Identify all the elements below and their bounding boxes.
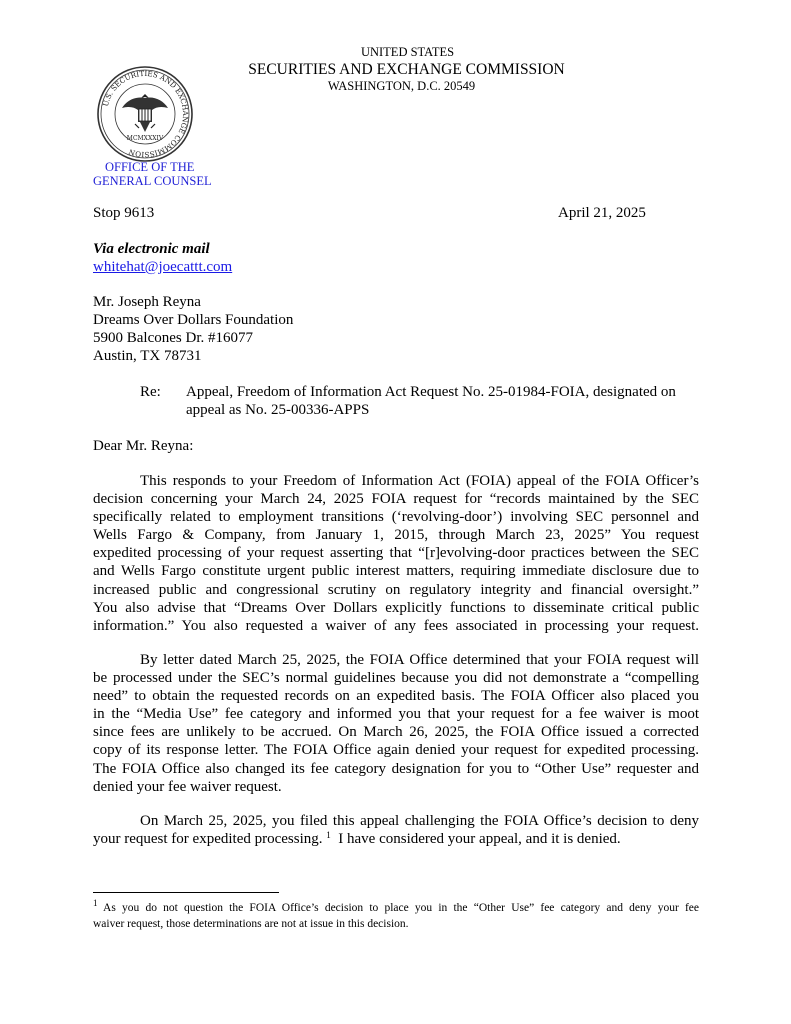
recipient-address — [93, 293, 293, 365]
body-paragraph-1 — [93, 472, 699, 635]
delivery-method: Via electronic mail — [93, 241, 210, 257]
paragraph-line: On March 25, 2025, you filed this appeal challenging the FOIA Office’s decision to deny — [140, 813, 699, 829]
footnote-divider — [93, 892, 279, 893]
seal-year: MCMXXXIV — [126, 135, 164, 142]
paragraph-line: You also advise that “Dreams Over Dollars explicitly functions to disseminate critical public — [93, 599, 699, 616]
office-name-line1: OFFICE OF THE — [105, 160, 195, 174]
office-name-line2: GENERAL COUNSEL — [93, 174, 212, 188]
letter-date: April 21, 2025 — [558, 205, 646, 221]
agency-name: SECURITIES AND EXCHANGE COMMISSION — [248, 61, 565, 78]
body-paragraph-2 — [93, 651, 699, 796]
letterhead-line1: UNITED STATES — [360, 45, 455, 59]
footnote — [93, 900, 699, 932]
recipient-email-link[interactable]: whitehat@joecattt.com — [93, 259, 233, 275]
footnote-line — [93, 900, 699, 916]
subject-label: Re: — [140, 384, 161, 400]
salutation: Dear Mr. Reyna: — [93, 438, 194, 454]
recipient-street: 5900 Balcones Dr. #16077 — [93, 330, 253, 346]
subject-text — [186, 383, 698, 419]
paragraph-line: Wells Fargo & Company, from January 1, 2015, through March 23, 2025” You request — [93, 527, 699, 544]
paragraph-line: expedited processing of your request asserting that “[r]evolving-door practices between the SEC — [93, 545, 699, 562]
footnote-reference[interactable]: 1 — [326, 830, 331, 841]
paragraph-line: be processed under the SEC’s normal guidelines because you did not demonstrate a “compelling — [93, 670, 699, 687]
paragraph-line: since fees are unlikely to be accrued. On March 26, 2025, the FOIA Office issued a corrected — [93, 724, 699, 741]
recipient-name: Mr. Joseph Reyna — [93, 294, 201, 310]
sec-seal-icon — [95, 64, 195, 164]
agency-address: WASHINGTON, D.C. 20549 — [327, 79, 476, 93]
subject-line: appeal as No. 25-00336-APPS — [186, 402, 370, 418]
footnote-mark: 1 — [93, 898, 98, 908]
paragraph-line: This responds to your Freedom of Information Act (FOIA) appeal of the FOIA Officer’s — [140, 473, 699, 489]
paragraph-line: The FOIA Office also changed its fee category designation for you to “Other Use” requester and — [93, 760, 699, 777]
footnote-text: As you do not question the FOIA Office’s decision to place you in the “Other Use” fee category and deny your fee — [97, 902, 699, 914]
paragraph-line: By letter dated March 25, 2025, the FOIA Office determined that your FOIA request will — [140, 652, 699, 668]
recipient-city: Austin, TX 78731 — [93, 348, 202, 364]
paragraph-line: and Wells Fargo constitute urgent public interest matters, requiring immediate disclosure due to — [93, 563, 699, 580]
paragraph-line: copy of its response letter. The FOIA Office again denied your request for expedited processing. — [93, 742, 699, 759]
paragraph-text: I have considered your appeal, and it is denied. — [330, 831, 621, 848]
paragraph-line: need” to obtain the requested records on an expedited basis. The FOIA Officer also placed you — [93, 688, 699, 705]
paragraph-line: decision concerning your March 24, 2025 FOIA request for “records maintained by the SEC — [93, 491, 699, 508]
paragraph-line: specifically related to employment transitions (‘revolving-door’) involving SEC personnel and — [93, 509, 699, 526]
mail-stop: Stop 9613 — [93, 205, 155, 221]
seal-text: U.S. SECURITIES AND EXCHANGE COMMISSION — [100, 68, 191, 160]
paragraph-line: denied your fee waiver request. — [93, 778, 282, 795]
paragraph-text: your request for expedited processing. — [93, 831, 323, 848]
footnote-line: waiver request, those determinations are not at issue in this decision. — [93, 918, 409, 930]
paragraph-line: information.” You also requested a waiver of any fees associated in processing your request. — [93, 617, 699, 634]
paragraph-line: in the “Media Use” fee category and informed you that your request for a fee waiver is moot — [93, 706, 699, 723]
paragraph-line: increased public and congressional scrutiny on regulatory integrity and financial oversight.” — [93, 581, 699, 598]
recipient-organization: Dreams Over Dollars Foundation — [93, 312, 294, 328]
subject-line: Appeal, Freedom of Information Act Request No. 25-01984-FOIA, designated on — [186, 384, 676, 400]
paragraph-line-with-footnote — [93, 830, 699, 848]
body-paragraph-3 — [93, 812, 699, 848]
